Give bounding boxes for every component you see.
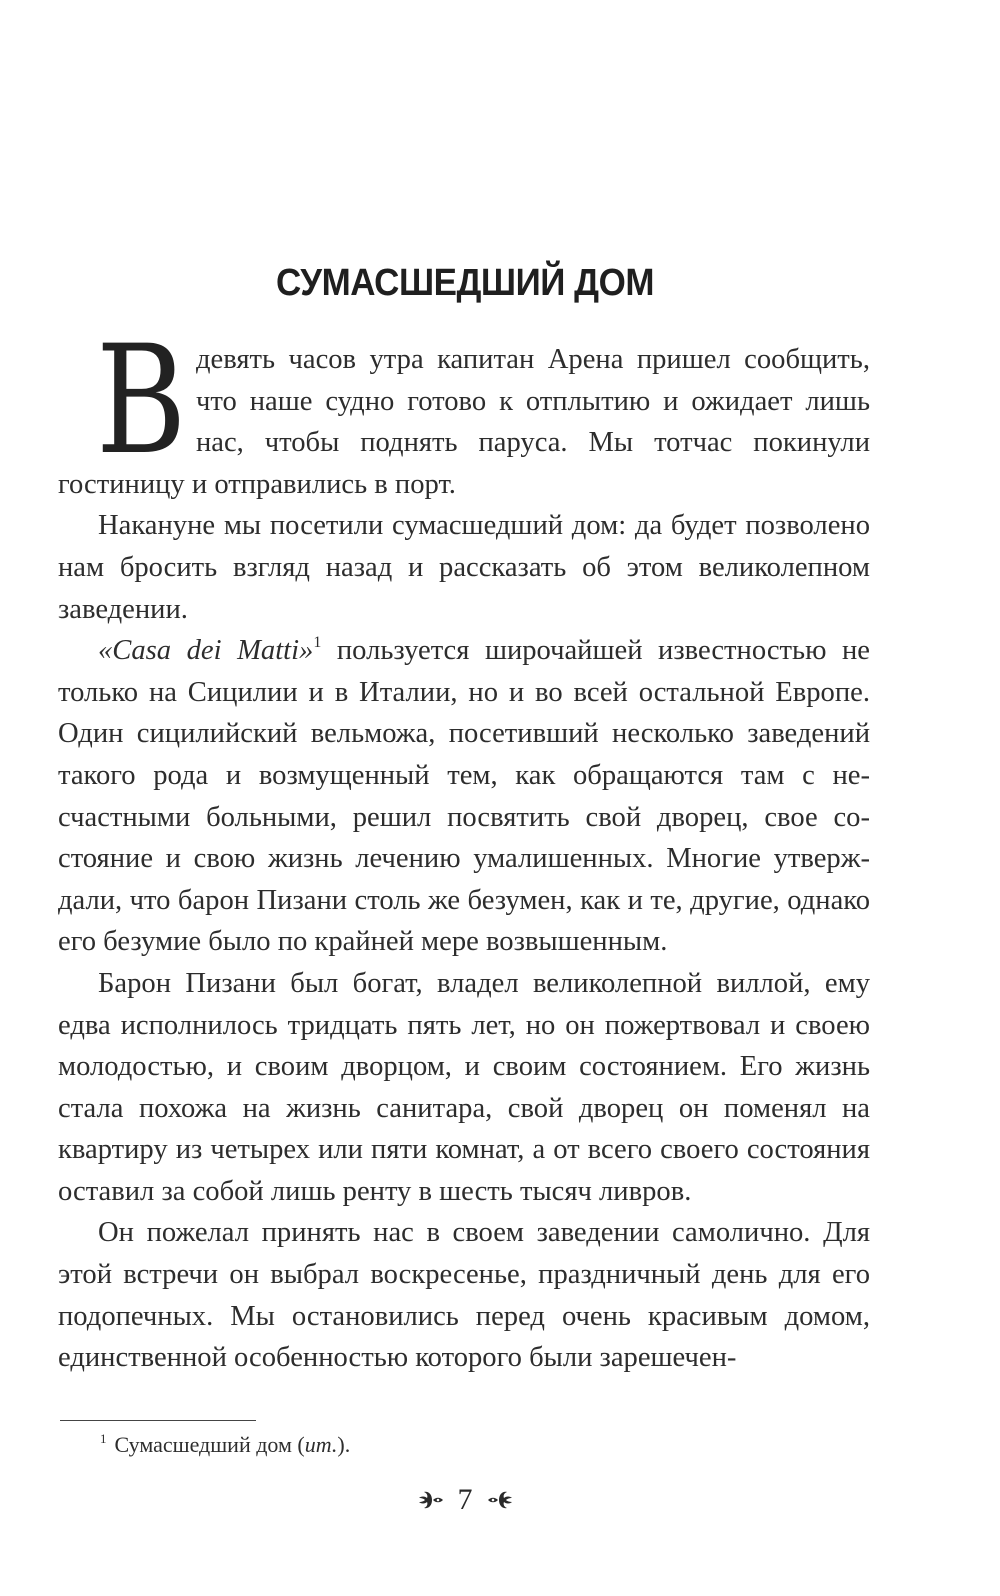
footnote-text: Сумасшедший дом ( [114, 1432, 305, 1457]
page-footer [400, 1478, 530, 1522]
drop-cap: В [96, 314, 187, 488]
paragraph-1-text: девять часов утра капитан Арена пришел сообщить, что наше судно готово к отплытию и ожидает лишь нас, чтобы поднять паруса. Мы тотчас покинули гостиницу и отправились в порт. [58, 344, 870, 500]
footnote-abbreviation: ит. [304, 1432, 338, 1457]
footnote-reference: 1 [313, 634, 322, 652]
body-text [58, 314, 870, 1379]
paragraph-3-text: пользуется широчайшей известностью не только на Сицилии и в Италии, но и во всей остальной Европе. Один сицилийский вельможа, посетивший несколько заведений такого рода и возмущенный тем, как обращаются там с несчастными больными, решил посвятить свой дворец, свое состояние и свою жизнь лечению умалишенных. Многие утверждали, что барон Пизани столь же безумен, как и те, другие, однако его безумие было по крайней мере возвышенным. [58, 635, 870, 958]
page-number: 7 [457, 1483, 473, 1516]
paragraph-3 [58, 630, 870, 963]
footnote-divider [60, 1420, 256, 1421]
paragraph-4: Барон Пизани был богат, владел великолепной виллой, ему едва исполнилось тридцать пять лет, но он пожертвовал и своею молодостью, и своим дворцом, и своим состоянием. Его жизнь стала похожа на жизнь санитара, свой дворец он поменял на квартиру из четырех или пяти комнат, а от всего своего состояния оставил за собой лишь ренту в шесть тысяч ливров. [58, 967, 870, 1207]
footnote [100, 1430, 350, 1460]
italic-title: «Casa dei Matti» [98, 635, 314, 667]
footnote-text-end: ). [337, 1432, 351, 1457]
paragraph-5: Он пожелал принять нас в своем заведении самолично. Для этой встречи он выбрал воскресенье, праздничный день для его подопечных. Мы остановились перед очень красивым домом, единственной особенностью которого были зарешечен- [58, 1217, 870, 1374]
fleuron-right-icon [485, 1485, 515, 1515]
footnote-marker: 1 [100, 1431, 107, 1446]
chapter-title: СУМАСШЕДШИЙ ДОМ [275, 262, 655, 304]
paragraph-1 [58, 314, 870, 505]
fleuron-left-icon [416, 1485, 446, 1515]
paragraph-2: Накануне мы посетили сумасшедший дом: да будет позволено нам бросить взгляд назад и рассказать об этом великолепном заведении. [58, 510, 870, 625]
